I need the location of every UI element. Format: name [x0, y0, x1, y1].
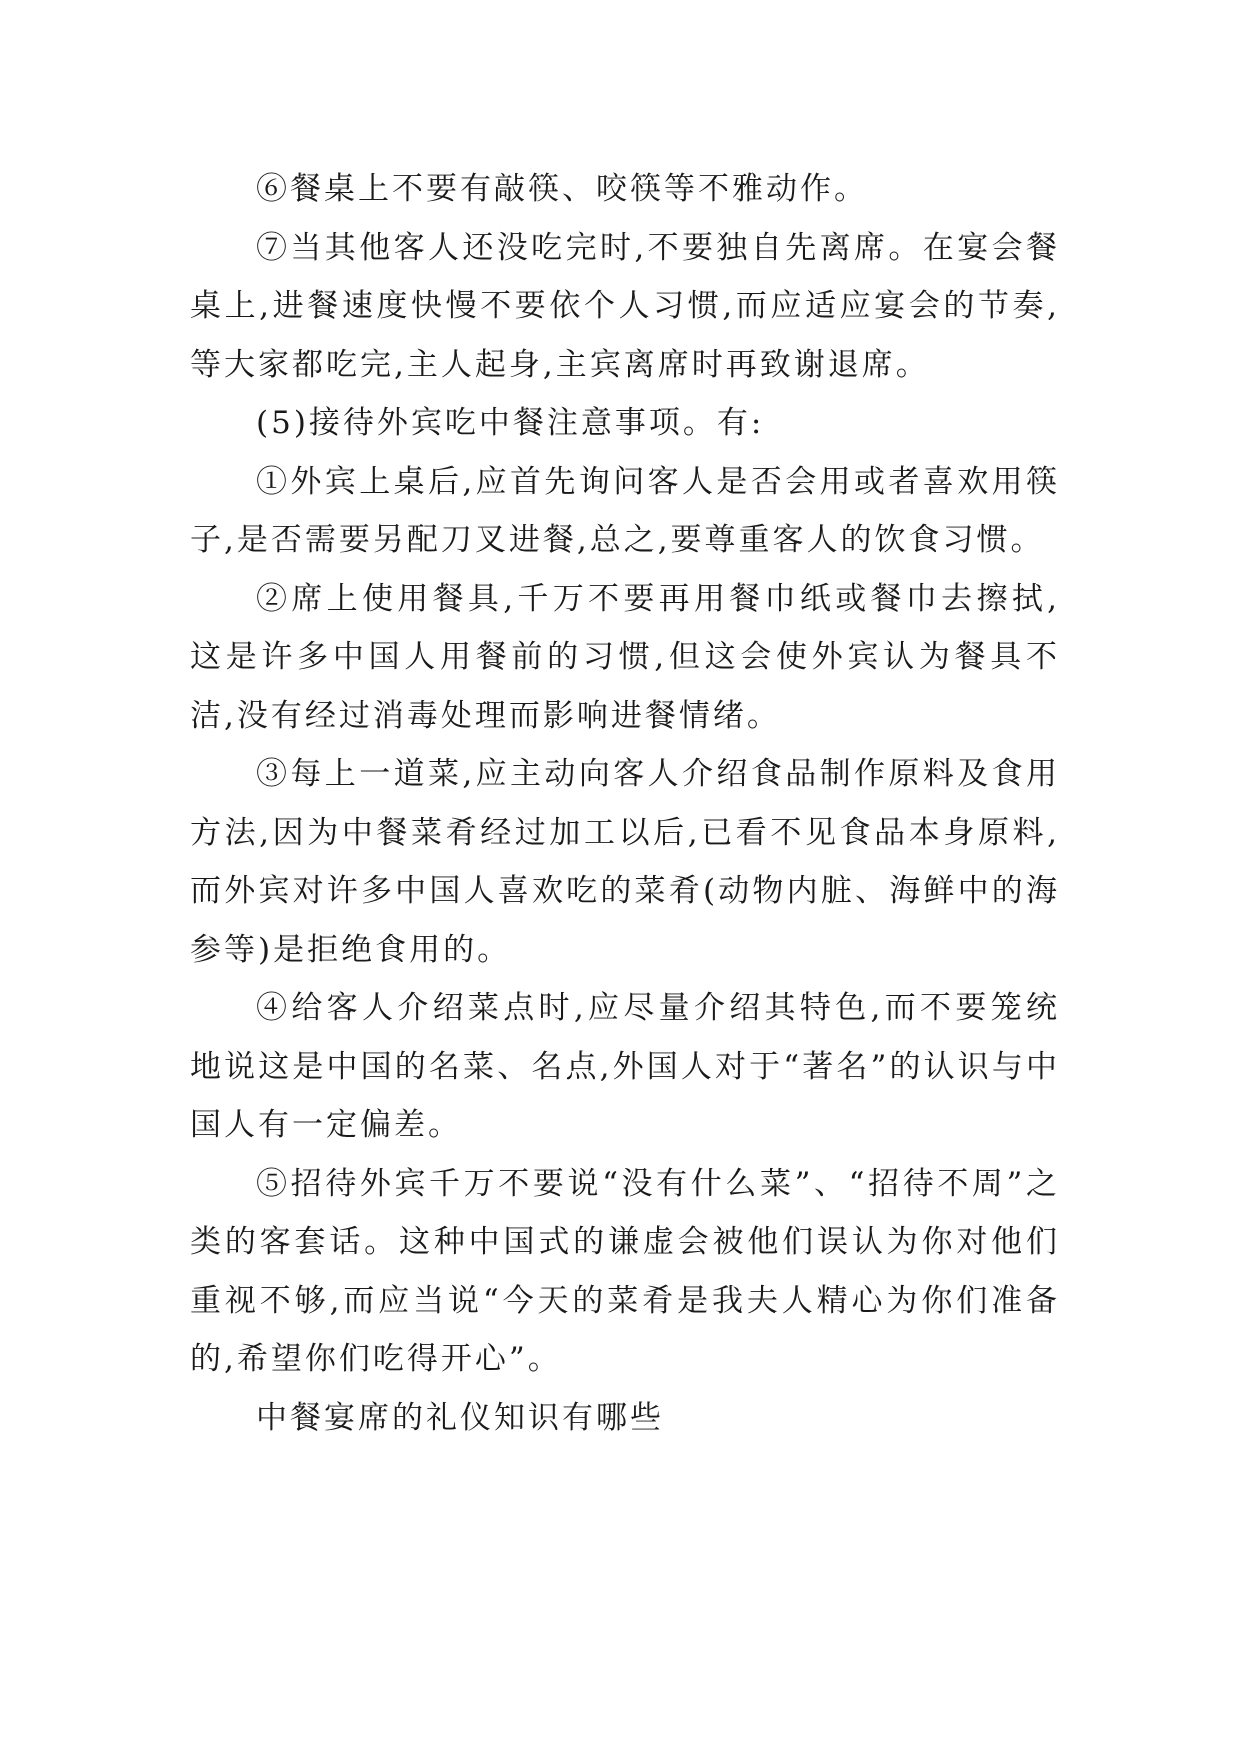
paragraph-item-2: ②席上使用餐具,千万不要再用餐巾纸或餐巾去擦拭,这是许多中国人用餐前的习惯,但这会使外宾认为餐具不洁,没有经过消毒处理而影响进餐情绪。 — [190, 580, 1060, 734]
paragraph-item-3: ③每上一道菜,应主动向客人介绍食品制作原料及食用方法,因为中餐菜肴经过加工以后,已看不见食品本身原料,而外宾对许多中国人喜欢吃的菜肴(动物内脏、海鲜中的海参等)是拒绝食用的。 — [190, 756, 1060, 968]
document-body — [190, 160, 1060, 1447]
paragraph-item-6: ⑥餐桌上不要有敲筷、咬筷等不雅动作。 — [256, 171, 868, 207]
paragraph-item-7: ⑦当其他客人还没吃完时,不要独自先离席。在宴会餐桌上,进餐速度快慢不要依个人习惯,而应适应宴会的节奏,等大家都吃完,主人起身,主宾离席时再致谢退席。 — [190, 229, 1060, 383]
paragraph-item-4: ④给客人介绍菜点时,应尽量介绍其特色,而不要笼统地说这是中国的名菜、名点,外国人对于“著名”的认识与中国人有一定偏差。 — [190, 990, 1060, 1143]
paragraph-item-5: ⑤招待外宾千万不要说“没有什么菜”、“招待不周”之类的客套话。这种中国式的谦虚会被他们误认为你对他们重视不够,而应当说“今天的菜肴是我夫人精心为你们准备的,希望你们吃得开心”。 — [190, 1165, 1060, 1377]
closing-title: 中餐宴席的礼仪知识有哪些 — [256, 1399, 664, 1436]
section-heading-5: (5)接待外宾吃中餐注意事项。有: — [256, 405, 765, 441]
paragraph-item-1: ①外宾上桌后,应首先询问客人是否会用或者喜欢用筷子,是否需要另配刀叉进餐,总之,要尊重客人的饮食习惯。 — [190, 463, 1060, 558]
